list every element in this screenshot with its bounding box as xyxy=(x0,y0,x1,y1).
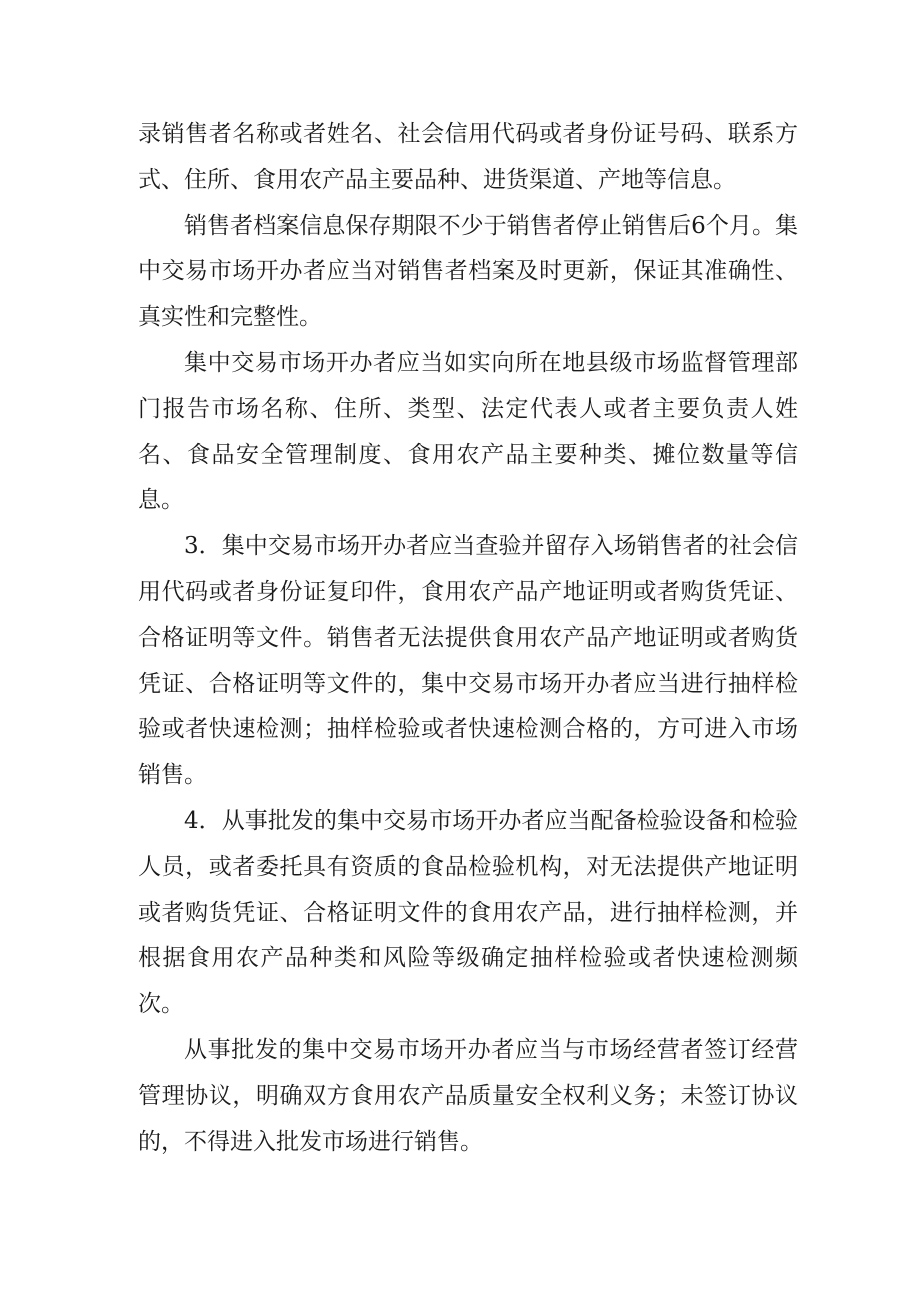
paragraph-item-4-inspection: 4．从事批发的集中交易市场开办者应当配备检验设备和检验人员，或者委托具有资质的食品检验机构，对无法提供产地证明或者购货凭证、合格证明文件的食用农产品，进行抽样检测，并根据食用农产品种类和风险等级确定抽样检验或者快速检测频次。 xyxy=(138,807,798,1018)
paragraph-item-3-verification: 3．集中交易市场开办者应当查验并留存入场销售者的社会信用代码或者身份证复印件，食用农产品产地证明或者购货凭证、合格证明等文件。销售者无法提供食用农产品产地证明或者购货凭证、合格证明等文件的，集中交易市场开办者应当进行抽样检验或者快速检测；抽样检验或者快速检测合格的，方可进入市场销售。 xyxy=(138,533,798,789)
paragraph-market-report: 集中交易市场开办者应当如实向所在地县级市场监督管理部门报告市场名称、住所、类型、法定代表人或者主要负责人姓名、食品安全管理制度、食用农产品主要种类、摊位数量等信息。 xyxy=(138,349,798,514)
document-body xyxy=(138,112,798,1165)
paragraph-wholesale-agreement: 从事批发的集中交易市场开办者应当与市场经营者签订经营管理协议，明确双方食用农产品质量安全权利义务；未签订协议的，不得进入批发市场进行销售。 xyxy=(138,1036,798,1155)
paragraph-continuation: 录销售者名称或者姓名、社会信用代码或者身份证号码、联系方式、住所、食用农产品主要品种、进货渠道、产地等信息。 xyxy=(138,121,798,193)
paragraph-archive-retention: 销售者档案信息保存期限不少于销售者停止销售后6个月。集中交易市场开办者应当对销售者档案及时更新，保证其准确性、真实性和完整性。 xyxy=(138,212,798,331)
